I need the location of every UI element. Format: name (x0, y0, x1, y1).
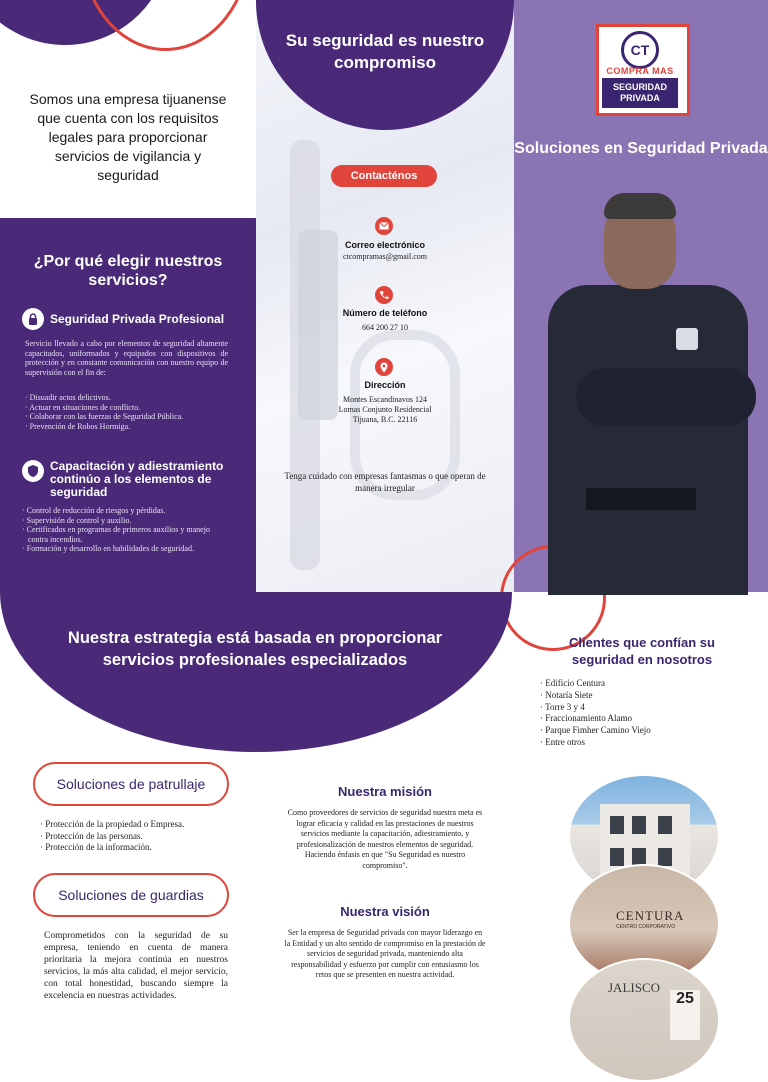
vision-text: Ser la empresa de Seguridad privada con mayor liderazgo en la Entidad y un alto sentido de compromiso en la prestación de servicios de seguridad privada, manteniendo alta responsabilidad y esfuerzo por cumplir con entusiasmo los retos que se presenten en nuestra actividad. (284, 928, 486, 979)
list-item: · Supervisión de control y auxilio. (22, 516, 222, 526)
hero-title: Su seguridad es nuestro compromiso (285, 31, 485, 72)
vision-title: Nuestra visión (340, 904, 430, 919)
why-choose-title: ¿Por qué elegir nuestros servicios? (33, 253, 223, 289)
building-window (658, 848, 672, 866)
email-label: Correo electrónico (344, 240, 426, 250)
list-item: · Prevención de Robos Hormiga. (25, 422, 225, 432)
photo-sign-sub: CENTRO CORPORATIVO (616, 924, 676, 930)
guard-hair (604, 193, 676, 219)
guard-belt (586, 488, 696, 510)
shield-icon (22, 460, 44, 482)
warning-text: Tenga cuidado con empresas fantasmas o que operan de manera irregular (284, 471, 486, 493)
building-window (610, 816, 624, 834)
address-line: Tijuana, B.C. 22116 (352, 415, 418, 424)
list-item: · Entre otros (540, 737, 740, 749)
lock-icon (22, 308, 44, 330)
photo-number: 25 (670, 990, 700, 1040)
photo-sign: JALISCO (608, 980, 661, 995)
address-line: Lomas Conjunto Residencial (338, 405, 432, 414)
list-item: · Actuar en situaciones de conflicto. (25, 403, 225, 413)
address-line: Montes Escandinavos 124 (343, 395, 427, 404)
list-item: · Colaborar con las fuerzas de Seguridad Pública. (25, 412, 225, 422)
envelope-icon (375, 217, 393, 235)
training-list (22, 506, 222, 554)
logo-name: COMPRA MAS (606, 66, 674, 76)
list-item: · Control de reducción de riesgos y pérdidas. (22, 506, 222, 516)
strategy-banner (0, 592, 512, 752)
list-item: · Fraccionamiento Alamo (540, 713, 740, 725)
list-item: · Notaría Siete (540, 690, 740, 702)
list-item: · Torre 3 y 4 (540, 702, 740, 714)
logo-band (602, 78, 678, 108)
photo-sign: CENTURA (616, 908, 685, 923)
list-item: · Protección de las personas. (40, 831, 240, 843)
phone-label: Número de teléfono (342, 308, 428, 318)
guard-solutions-pill: Soluciones de guardias (33, 873, 229, 917)
list-item: · Edificio Centura (540, 678, 740, 690)
private-security-title: Seguridad Privada Profesional (50, 312, 225, 326)
logo-band-line: PRIVADA (620, 93, 660, 103)
list-item: · Protección de la propiedad o Empresa. (40, 819, 240, 831)
intro-text: Somos una empresa tijuanense que cuenta con los requisitos legales para proporcionar servicios de vigilancia y seguridad (29, 91, 227, 183)
brand-title: Soluciones en Seguridad Privada (514, 140, 768, 157)
strategy-title: Nuestra estrategia está basada en proporcionar servicios profesionales especializados (67, 629, 443, 669)
security-guard-photo (548, 285, 748, 595)
phone-icon (375, 286, 393, 304)
client-building-photo (568, 958, 720, 1082)
mission-text: Como proveedores de servicios de seguridad nuestra meta es lograr eficacia y calidad en las prestaciones de nuestros servicios mediante la capacitación, adiestramiento, y profesionalización de nuestros elementos de seguridad. Haciendo énfasis en que "Su Seguridad es nuestro compromiso". (287, 808, 483, 870)
private-security-description: Servicio llevado a cabo por elementos de seguridad altamente capacitados, uniformados y equipados con dispositivos de protección y en constante comunicación con nuestro equipo de supervisión con el fin de: (25, 339, 228, 377)
training-title: Capacitación y adiestramiento continúo a los elementos de seguridad (50, 459, 224, 499)
list-item: · Disuadir actos delictivos. (25, 393, 225, 403)
building-window (632, 816, 646, 834)
guard-solutions-text: Comprometidos con la seguridad de su empresa, teniendo en cuenta de manera prioritaria la mejora continúa en nuestros servicios, la más alta calidad, el mejor servicio, con total honestidad, buscando siempre la excelencia en nuestras actividades. (44, 931, 228, 1001)
list-item: · Parque Fimher Camino Viejo (540, 725, 740, 737)
building-window (658, 816, 672, 834)
email-value[interactable]: ctcompramas@gmail.com (342, 252, 427, 261)
contact-button[interactable]: Contacténos (331, 165, 437, 187)
address-label: Dirección (364, 380, 406, 390)
location-pin-icon (375, 358, 393, 376)
list-item: · Certificados en programas de primeros auxilios y manejo contra incendios. (22, 525, 222, 544)
clients-title: Clientes que confían su seguridad en nosotros (569, 635, 715, 667)
clients-list (540, 678, 740, 749)
mission-title: Nuestra misión (338, 784, 432, 799)
guard-crossed-arms (576, 368, 756, 426)
list-item: · Formación y desarrollo en habilidades de seguridad. (22, 544, 222, 554)
logo-initials: CT (621, 31, 659, 69)
building-window (610, 848, 624, 866)
private-security-list (25, 393, 225, 431)
phone-value[interactable]: 664 200 27 10 (362, 323, 408, 332)
logo-band-line: SEGURIDAD (612, 82, 667, 92)
patrol-solutions-pill: Soluciones de patrullaje (33, 762, 229, 806)
patrol-list (40, 819, 240, 854)
guard-badge (676, 328, 698, 350)
list-item: · Protección de la información. (40, 842, 240, 854)
